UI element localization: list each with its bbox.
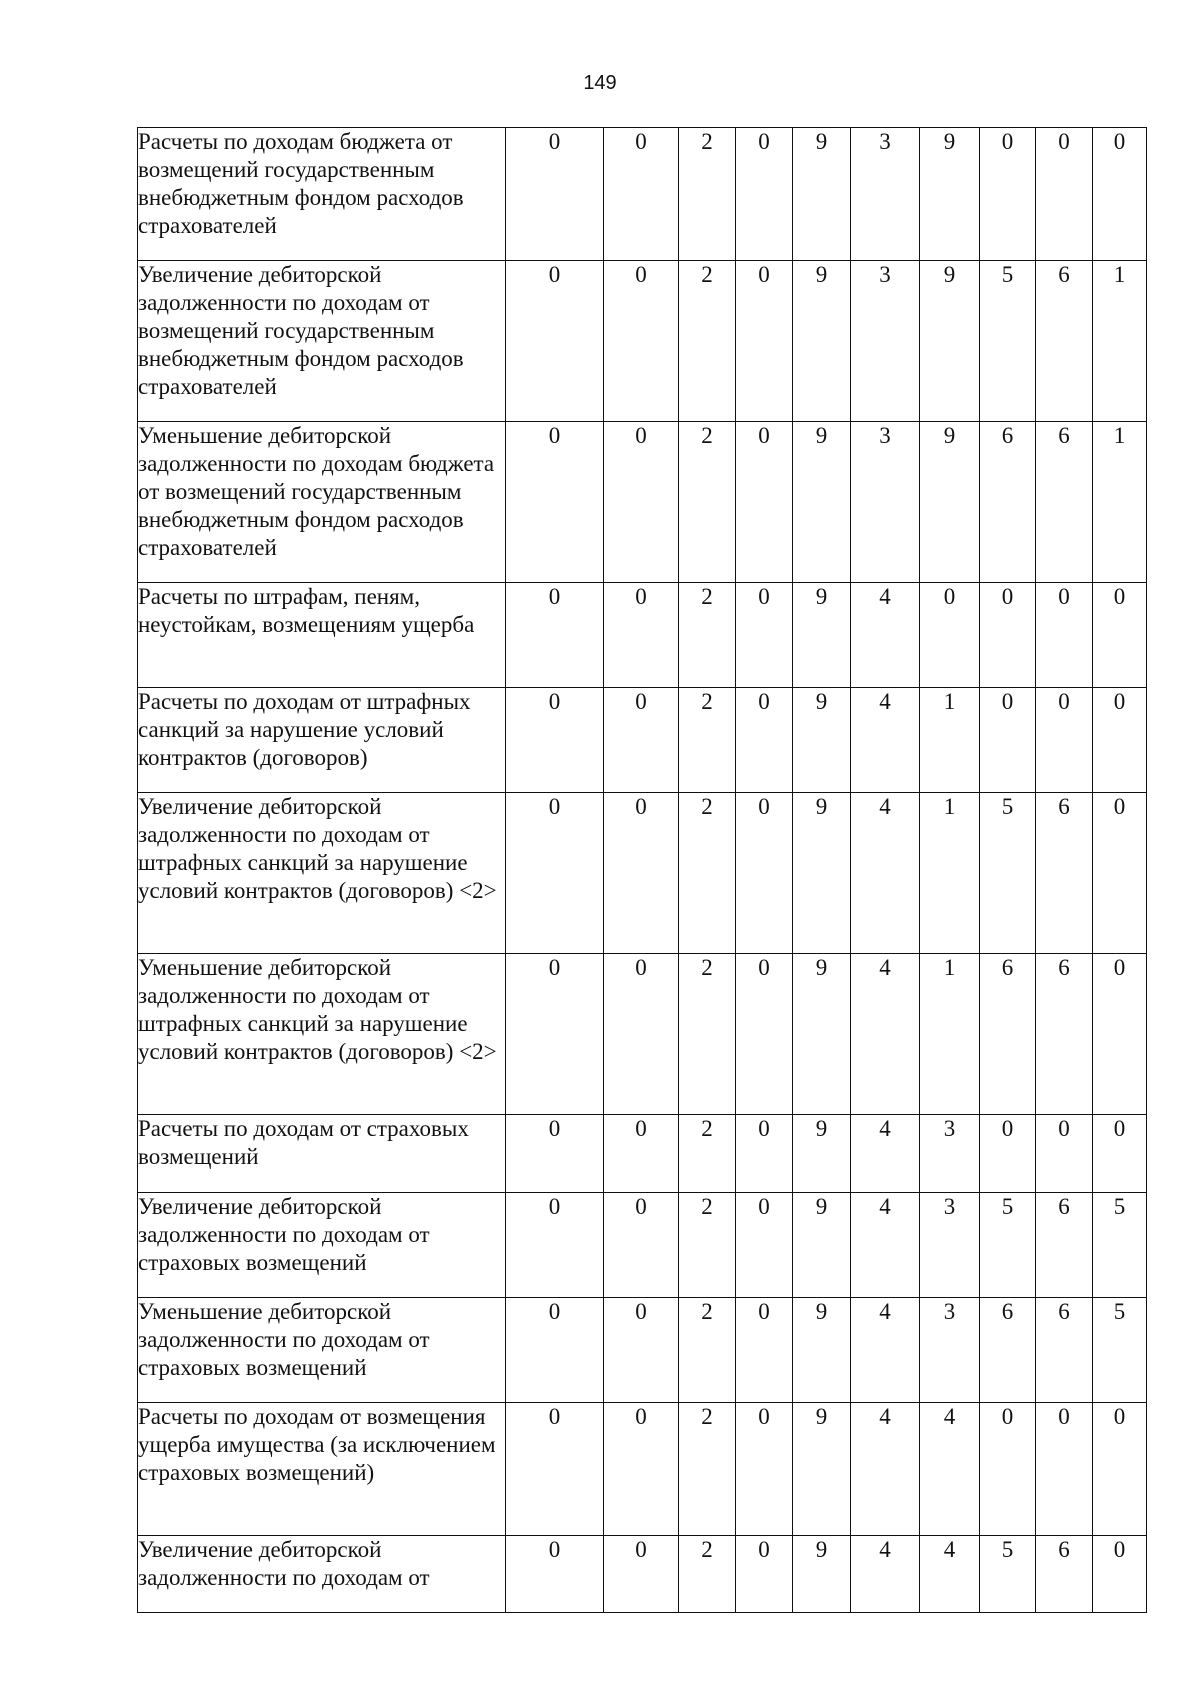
digit-cell: 9 <box>793 261 851 422</box>
row-description: Расчеты по доходам от возмещения ущерба имущества (за исключением страховых возмещений) <box>138 1403 506 1536</box>
digit-cell: 3 <box>851 128 920 261</box>
digit-cell: 0 <box>604 954 679 1115</box>
digit-cell: 6 <box>1036 1298 1093 1403</box>
table-row <box>138 583 1147 688</box>
digit-cell: 4 <box>851 1403 920 1536</box>
digit-cell: 0 <box>506 1536 604 1613</box>
digit-cell: 0 <box>980 1403 1036 1536</box>
digit-cell: 0 <box>1036 688 1093 793</box>
digit-cell: 5 <box>980 1536 1036 1613</box>
digit-cell: 0 <box>736 422 793 583</box>
digit-cell: 0 <box>604 583 679 688</box>
digit-cell: 0 <box>506 1298 604 1403</box>
digit-cell: 4 <box>851 1536 920 1613</box>
digit-cell: 4 <box>851 1193 920 1298</box>
digit-cell: 5 <box>980 261 1036 422</box>
digit-cell: 2 <box>679 261 736 422</box>
digit-cell: 6 <box>1036 261 1093 422</box>
digit-cell: 2 <box>679 422 736 583</box>
digit-cell: 2 <box>679 793 736 954</box>
digit-cell: 0 <box>604 1298 679 1403</box>
digit-cell: 6 <box>1036 422 1093 583</box>
digit-cell: 0 <box>920 583 980 688</box>
digit-cell: 9 <box>920 261 980 422</box>
digit-cell: 9 <box>793 422 851 583</box>
digit-cell: 0 <box>1093 128 1147 261</box>
digit-cell: 2 <box>679 688 736 793</box>
digit-cell: 3 <box>851 261 920 422</box>
digit-cell: 0 <box>506 1115 604 1193</box>
digit-cell: 0 <box>736 1115 793 1193</box>
digit-cell: 4 <box>851 954 920 1115</box>
digit-cell: 0 <box>980 1115 1036 1193</box>
row-description: Уменьшение дебиторской задолженности по доходам бюджета от возмещений государственным внебюджетным фондом расходов страхователей <box>138 422 506 583</box>
digit-cell: 0 <box>736 793 793 954</box>
row-description: Уменьшение дебиторской задолженности по доходам от страховых возмещений <box>138 1298 506 1403</box>
digit-cell: 6 <box>980 1298 1036 1403</box>
digit-cell: 9 <box>920 422 980 583</box>
table-row <box>138 128 1147 261</box>
digit-cell: 9 <box>793 793 851 954</box>
row-description: Расчеты по штрафам, пеням, неустойкам, возмещениям ущерба <box>138 583 506 688</box>
digit-cell: 0 <box>736 688 793 793</box>
digit-cell: 2 <box>679 1193 736 1298</box>
digit-cell: 0 <box>1093 1536 1147 1613</box>
digit-cell: 2 <box>679 1403 736 1536</box>
digit-cell: 4 <box>851 1298 920 1403</box>
row-description: Уменьшение дебиторской задолженности по доходам от штрафных санкций за нарушение условий контрактов (договоров) <2> <box>138 954 506 1115</box>
digit-cell: 6 <box>1036 1536 1093 1613</box>
digit-cell: 9 <box>793 1115 851 1193</box>
digit-cell: 0 <box>736 1193 793 1298</box>
digit-cell: 4 <box>920 1536 980 1613</box>
digit-cell: 1 <box>1093 422 1147 583</box>
digit-cell: 3 <box>920 1193 980 1298</box>
digit-cell: 0 <box>980 688 1036 793</box>
digit-cell: 9 <box>793 688 851 793</box>
digit-cell: 0 <box>736 1536 793 1613</box>
digit-cell: 5 <box>980 793 1036 954</box>
table-row <box>138 1115 1147 1193</box>
digit-cell: 3 <box>920 1298 980 1403</box>
digit-cell: 9 <box>793 1298 851 1403</box>
digit-cell: 0 <box>980 128 1036 261</box>
digit-cell: 9 <box>793 1193 851 1298</box>
table-row <box>138 688 1147 793</box>
digit-cell: 4 <box>851 793 920 954</box>
table-row <box>138 1536 1147 1613</box>
digit-cell: 6 <box>980 954 1036 1115</box>
digit-cell: 0 <box>1093 793 1147 954</box>
digit-cell: 2 <box>679 128 736 261</box>
digit-cell: 9 <box>793 954 851 1115</box>
digit-cell: 0 <box>736 261 793 422</box>
digit-cell: 5 <box>980 1193 1036 1298</box>
digit-cell: 0 <box>1093 954 1147 1115</box>
digit-cell: 0 <box>1093 688 1147 793</box>
row-description: Увеличение дебиторской задолженности по доходам от страховых возмещений <box>138 1193 506 1298</box>
page-number: 149 <box>583 72 617 94</box>
table-row <box>138 1298 1147 1403</box>
table-row <box>138 793 1147 954</box>
digit-cell: 0 <box>736 1298 793 1403</box>
digit-cell: 0 <box>506 261 604 422</box>
accounts-table-body <box>138 128 1147 1613</box>
digit-cell: 0 <box>1036 583 1093 688</box>
digit-cell: 2 <box>679 1115 736 1193</box>
digit-cell: 1 <box>920 793 980 954</box>
digit-cell: 1 <box>920 954 980 1115</box>
digit-cell: 4 <box>920 1403 980 1536</box>
accounts-table <box>137 127 1147 1613</box>
table-row <box>138 954 1147 1115</box>
digit-cell: 0 <box>604 128 679 261</box>
digit-cell: 5 <box>1093 1193 1147 1298</box>
digit-cell: 2 <box>679 1536 736 1613</box>
digit-cell: 9 <box>793 583 851 688</box>
table-row <box>138 422 1147 583</box>
digit-cell: 9 <box>920 128 980 261</box>
digit-cell: 1 <box>920 688 980 793</box>
digit-cell: 0 <box>1093 1115 1147 1193</box>
digit-cell: 6 <box>1036 954 1093 1115</box>
digit-cell: 0 <box>604 1536 679 1613</box>
digit-cell: 0 <box>1093 1403 1147 1536</box>
digit-cell: 0 <box>506 1403 604 1536</box>
row-description: Расчеты по доходам бюджета от возмещений государственным внебюджетным фондом расходов страхователей <box>138 128 506 261</box>
digit-cell: 2 <box>679 583 736 688</box>
row-description: Расчеты по доходам от страховых возмещений <box>138 1115 506 1193</box>
digit-cell: 3 <box>920 1115 980 1193</box>
digit-cell: 0 <box>1036 1115 1093 1193</box>
digit-cell: 6 <box>1036 793 1093 954</box>
table-row <box>138 1403 1147 1536</box>
digit-cell: 0 <box>506 422 604 583</box>
digit-cell: 0 <box>506 793 604 954</box>
digit-cell: 1 <box>1093 261 1147 422</box>
digit-cell: 0 <box>506 688 604 793</box>
digit-cell: 0 <box>604 1115 679 1193</box>
digit-cell: 4 <box>851 583 920 688</box>
row-description: Увеличение дебиторской задолженности по доходам от штрафных санкций за нарушение условий контрактов (договоров) <2> <box>138 793 506 954</box>
digit-cell: 0 <box>736 128 793 261</box>
digit-cell: 0 <box>506 1193 604 1298</box>
digit-cell: 0 <box>980 583 1036 688</box>
digit-cell: 4 <box>851 1115 920 1193</box>
digit-cell: 0 <box>1036 128 1093 261</box>
digit-cell: 0 <box>1093 583 1147 688</box>
digit-cell: 0 <box>604 422 679 583</box>
digit-cell: 0 <box>604 688 679 793</box>
digit-cell: 0 <box>506 954 604 1115</box>
digit-cell: 5 <box>1093 1298 1147 1403</box>
digit-cell: 0 <box>604 1403 679 1536</box>
digit-cell: 0 <box>736 954 793 1115</box>
digit-cell: 2 <box>679 954 736 1115</box>
digit-cell: 9 <box>793 128 851 261</box>
digit-cell: 6 <box>1036 1193 1093 1298</box>
digit-cell: 0 <box>604 793 679 954</box>
digit-cell: 9 <box>793 1403 851 1536</box>
digit-cell: 3 <box>851 422 920 583</box>
digit-cell: 0 <box>604 261 679 422</box>
digit-cell: 0 <box>506 583 604 688</box>
row-description: Увеличение дебиторской задолженности по доходам от возмещений государственным внебюджетным фондом расходов страхователей <box>138 261 506 422</box>
digit-cell: 0 <box>736 583 793 688</box>
digit-cell: 0 <box>1036 1403 1093 1536</box>
digit-cell: 9 <box>793 1536 851 1613</box>
table-row <box>138 261 1147 422</box>
digit-cell: 6 <box>980 422 1036 583</box>
row-description: Расчеты по доходам от штрафных санкций за нарушение условий контрактов (договоров) <box>138 688 506 793</box>
digit-cell: 0 <box>736 1403 793 1536</box>
digit-cell: 0 <box>506 128 604 261</box>
row-description: Увеличение дебиторской задолженности по доходам от <box>138 1536 506 1613</box>
digit-cell: 2 <box>679 1298 736 1403</box>
digit-cell: 0 <box>604 1193 679 1298</box>
digit-cell: 4 <box>851 688 920 793</box>
table-row <box>138 1193 1147 1298</box>
